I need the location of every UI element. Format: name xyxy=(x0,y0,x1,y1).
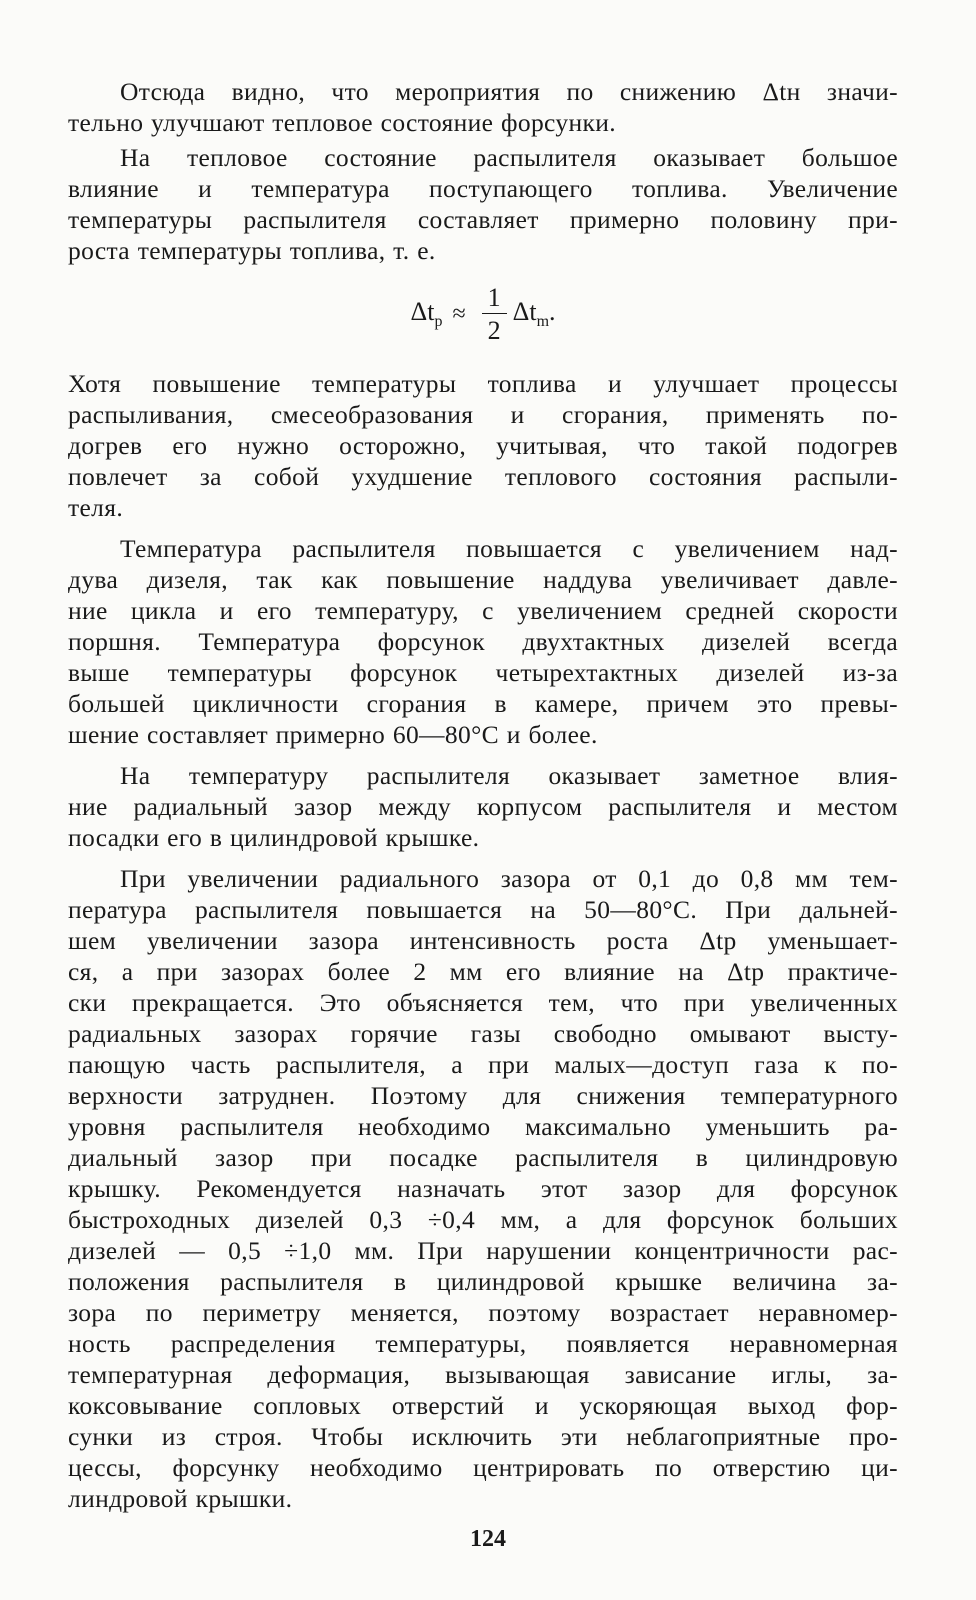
text-line: ние радиальный зазор между корпусом распылителя и местом xyxy=(68,792,898,821)
text-line: догрев его нужно осторожно, учитывая, что такой подогрев xyxy=(68,431,898,460)
text-line: повлечет за собой ухудшение теплового состояния распыли- xyxy=(68,462,898,491)
text-line: положения распылителя в цилиндровой крышке величина за- xyxy=(68,1267,898,1296)
text-line: крышку. Рекомендуется назначать этот зазор для форсунок xyxy=(68,1174,898,1203)
text-line: температурная деформация, вызывающая зависание иглы, за- xyxy=(68,1360,898,1389)
text-line: поршня. Температура форсунок двухтактных дизелей всегда xyxy=(68,627,898,656)
text-line: быстроходных дизелей 0,3 ÷0,4 мм, а для форсунок больших xyxy=(68,1205,898,1234)
text-line: цессы, форсунку необходимо центрировать по отверстию ци- xyxy=(68,1453,898,1482)
paragraph-3 xyxy=(68,368,898,523)
text-line: дува дизеля, так как повышение наддува увеличивает давле- xyxy=(68,565,898,594)
text-line: посадки его в цилиндровой крышке. xyxy=(68,823,480,852)
text-line: выше температуры форсунок четырехтактных дизелей из-за xyxy=(68,658,898,687)
text-line: ние цикла и его температуру, с увеличением средней скорости xyxy=(68,596,898,625)
text-line: На тепловое состояние распылителя оказывает большое xyxy=(120,143,898,172)
formula-lhs: $\Delta t_р$ xyxy=(410,296,443,331)
formula xyxy=(68,276,898,352)
paragraph-6 xyxy=(68,863,898,1514)
text-line: диальный зазор при посадке распылителя в цилиндровую xyxy=(68,1143,898,1172)
text-line: ность распределения температуры, появляется неравномерная xyxy=(68,1329,898,1358)
text-line: роста температуры топлива, т. е. xyxy=(68,236,436,265)
text-line: температуры распылителя составляет примерно половину при- xyxy=(68,205,898,234)
page-number: 124 xyxy=(470,1526,506,1552)
text-line: дизелей — 0,5 ÷1,0 мм. При нарушении концентричности рас- xyxy=(68,1236,898,1265)
text-line: теля. xyxy=(68,493,124,522)
text-line: зора по периметру меняется, поэтому возрастает неравномер- xyxy=(68,1298,898,1327)
text-line: сунки из строя. Чтобы исключить эти неблагоприятные про- xyxy=(68,1422,898,1451)
text-line: верхности затруднен. Поэтому для снижения температурного xyxy=(68,1081,898,1110)
text-line: коксовывание сопловых отверстий и ускоряющая выход фор- xyxy=(68,1391,898,1420)
text-line: большей цикличности сгорания в камере, причем это превы- xyxy=(68,689,898,718)
text-line: шем увеличении зазора интенсивность роста Δtр уменьшает- xyxy=(68,926,898,955)
text-line: уровня распылителя необходимо максимально уменьшить ра- xyxy=(68,1112,898,1141)
formula-rhs: $\Delta t_m$. xyxy=(512,296,556,331)
text-line: радиальных зазорах горячие газы свободно омывают высту- xyxy=(68,1019,898,1048)
text-line: пающую часть распылителя, а при малых—доступ газа к по- xyxy=(68,1050,898,1079)
text-line: пература распылителя повышается на 50—80°С. При дальней- xyxy=(68,895,898,924)
fraction-one-half: $\frac{1}{2}$ xyxy=(482,283,507,346)
text-line: Отсюда видно, что мероприятия по снижению Δtн значи- xyxy=(120,77,898,106)
text-line: При увеличении радиального зазора от 0,1 до 0,8 мм тем- xyxy=(120,864,898,893)
approx-sign: ≈ xyxy=(452,300,466,327)
text-line: шение составляет примерно 60—80°С и более. xyxy=(68,720,598,749)
text-line: На температуру распылителя оказывает заметное влия- xyxy=(120,761,898,790)
paragraph-1 xyxy=(68,76,898,138)
text-line: ся, а при зазорах более 2 мм его влияние на Δtр практиче- xyxy=(68,957,898,986)
text-line: распыливания, смесеобразования и сгорания, применять по- xyxy=(68,400,898,429)
text-line: Температура распылителя повышается с увеличением над- xyxy=(120,534,898,563)
paragraph-2 xyxy=(68,142,898,266)
text-line: Хотя повышение температуры топлива и улучшает процессы xyxy=(68,369,898,398)
text-line: ски прекращается. Это объясняется тем, что при увеличенных xyxy=(68,988,898,1017)
text-line: влияние и температура поступающего топлива. Увеличение xyxy=(68,174,898,203)
text-line: линдровой крышки. xyxy=(68,1484,293,1513)
text-line: тельно улучшают тепловое состояние форсунки. xyxy=(68,108,616,137)
paragraph-4 xyxy=(68,533,898,750)
paragraph-5 xyxy=(68,760,898,853)
